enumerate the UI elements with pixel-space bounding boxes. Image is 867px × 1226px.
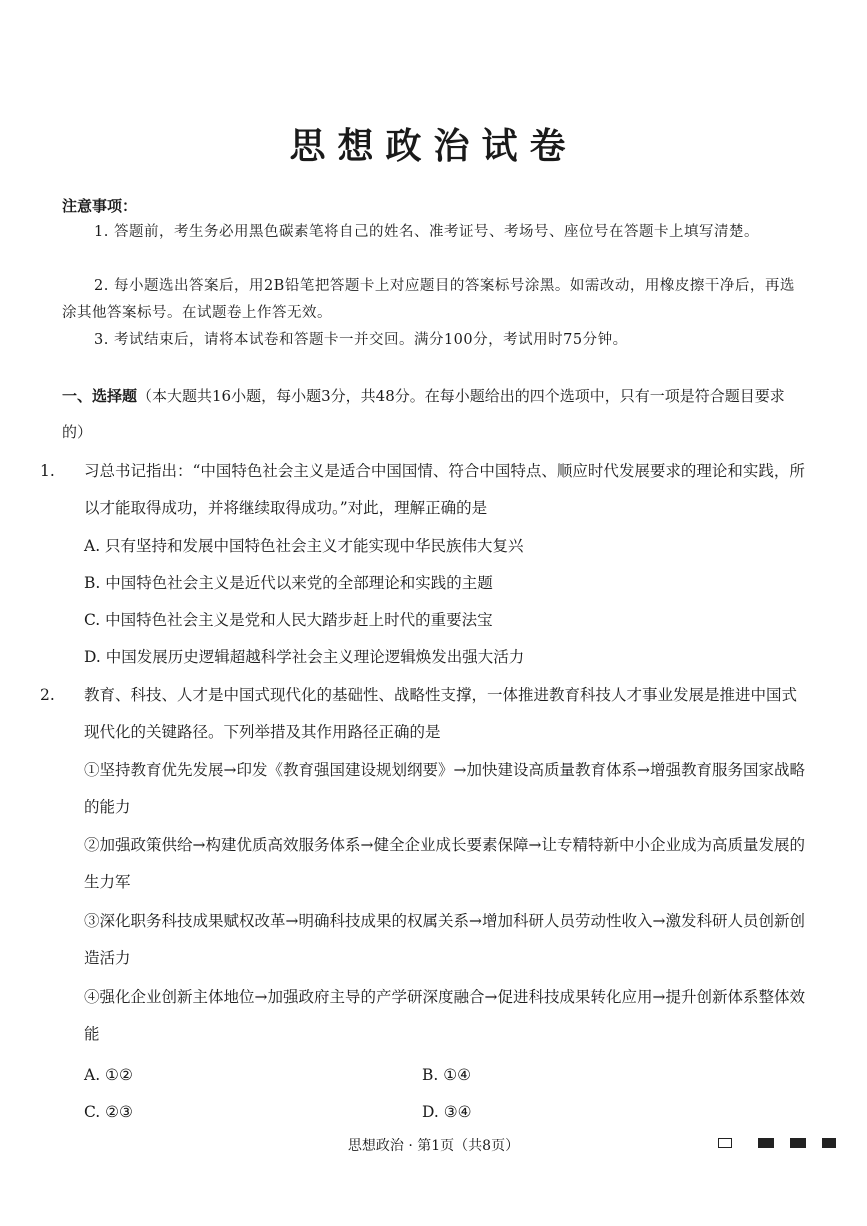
notice-item-2: 2. 每小题选出答案后，用2B铅笔把答题卡上对应题目的答案标号涂黑。如需改动，用橡皮擦干净后，再选涂其他答案标号。在试题卷上作答无效。 <box>62 278 795 321</box>
page-footer: 思想政治 · 第1页（共8页） <box>347 1138 520 1154</box>
q2-option-b: B. ①④ <box>422 1066 472 1084</box>
q2-option-a: A. ①② <box>84 1066 133 1084</box>
question-number: 1. <box>40 462 55 480</box>
section-header <box>62 378 807 450</box>
question-number: 2. <box>40 686 55 704</box>
section-description: （本大题共16小题，每小题3分，共48分。在每小题给出的四个选项中，只有一项是符合题目要求的） <box>62 387 785 441</box>
scan-mark-solid <box>758 1138 774 1148</box>
question-2-stem <box>40 677 807 751</box>
q2-option-d: D. ③④ <box>422 1103 472 1121</box>
q2-item-2: ②加强政策供给→构建优质高效服务体系→健全企业成长要素保障→让专精特新中小企业成为高质量发展的生力军 <box>84 836 805 891</box>
q1-option-d: D. 中国发展历史逻辑超越科学社会主义理论逻辑焕发出强大活力 <box>84 648 525 666</box>
q2-option-c: C. ②③ <box>84 1103 133 1121</box>
q2-item-1: ①坚持教育优先发展→印发《教育强国建设规划纲要》→加快建设高质量教育体系→增强教育服务国家战略的能力 <box>84 761 805 816</box>
notice-item-1: 1. 答题前，考生务必用黑色碳素笔将自己的姓名、准考证号、考场号、座位号在答题卡上填写清楚。 <box>94 224 759 240</box>
scan-mark-solid <box>822 1138 836 1148</box>
notice-heading: 注意事项： <box>62 197 138 215</box>
q1-option-a: A. 只有坚持和发展中国特色社会主义才能实现中华民族伟大复兴 <box>84 537 524 555</box>
q1-option-b: B. 中国特色社会主义是近代以来党的全部理论和实践的主题 <box>84 574 493 592</box>
q1-option-c: C. 中国特色社会主义是党和人民大踏步赶上时代的重要法宝 <box>84 611 493 629</box>
question-1-stem <box>40 453 807 527</box>
question-text: 习总书记指出：“中国特色社会主义是适合中国国情、符合中国特点、顺应时代发展要求的理论和实践，所以才能取得成功，并将继续取得成功。”对此，理解正确的是 <box>84 462 805 517</box>
exam-title: 思想政治试卷 <box>289 125 578 167</box>
q2-item-3: ③深化职务科技成果赋权改革→明确科技成果的权属关系→增加科研人员劳动性收入→激发科研人员创新创造活力 <box>84 912 805 967</box>
scan-mark-hollow <box>718 1138 732 1148</box>
q2-item-4: ④强化企业创新主体地位→加强政府主导的产学研深度融合→促进科技成果转化应用→提升创新体系整体效能 <box>84 988 805 1043</box>
scan-mark-solid <box>790 1138 806 1148</box>
section-heading: 一、选择题 <box>62 387 138 405</box>
question-text: 教育、科技、人才是中国式现代化的基础性、战略性支撑，一体推进教育科技人才事业发展是推进中国式现代化的关键路径。下列举措及其作用路径正确的是 <box>84 686 798 741</box>
notice-item-3: 3. 考试结束后，请将本试卷和答题卡一并交回。满分100分，考试用时75分钟。 <box>94 332 628 348</box>
